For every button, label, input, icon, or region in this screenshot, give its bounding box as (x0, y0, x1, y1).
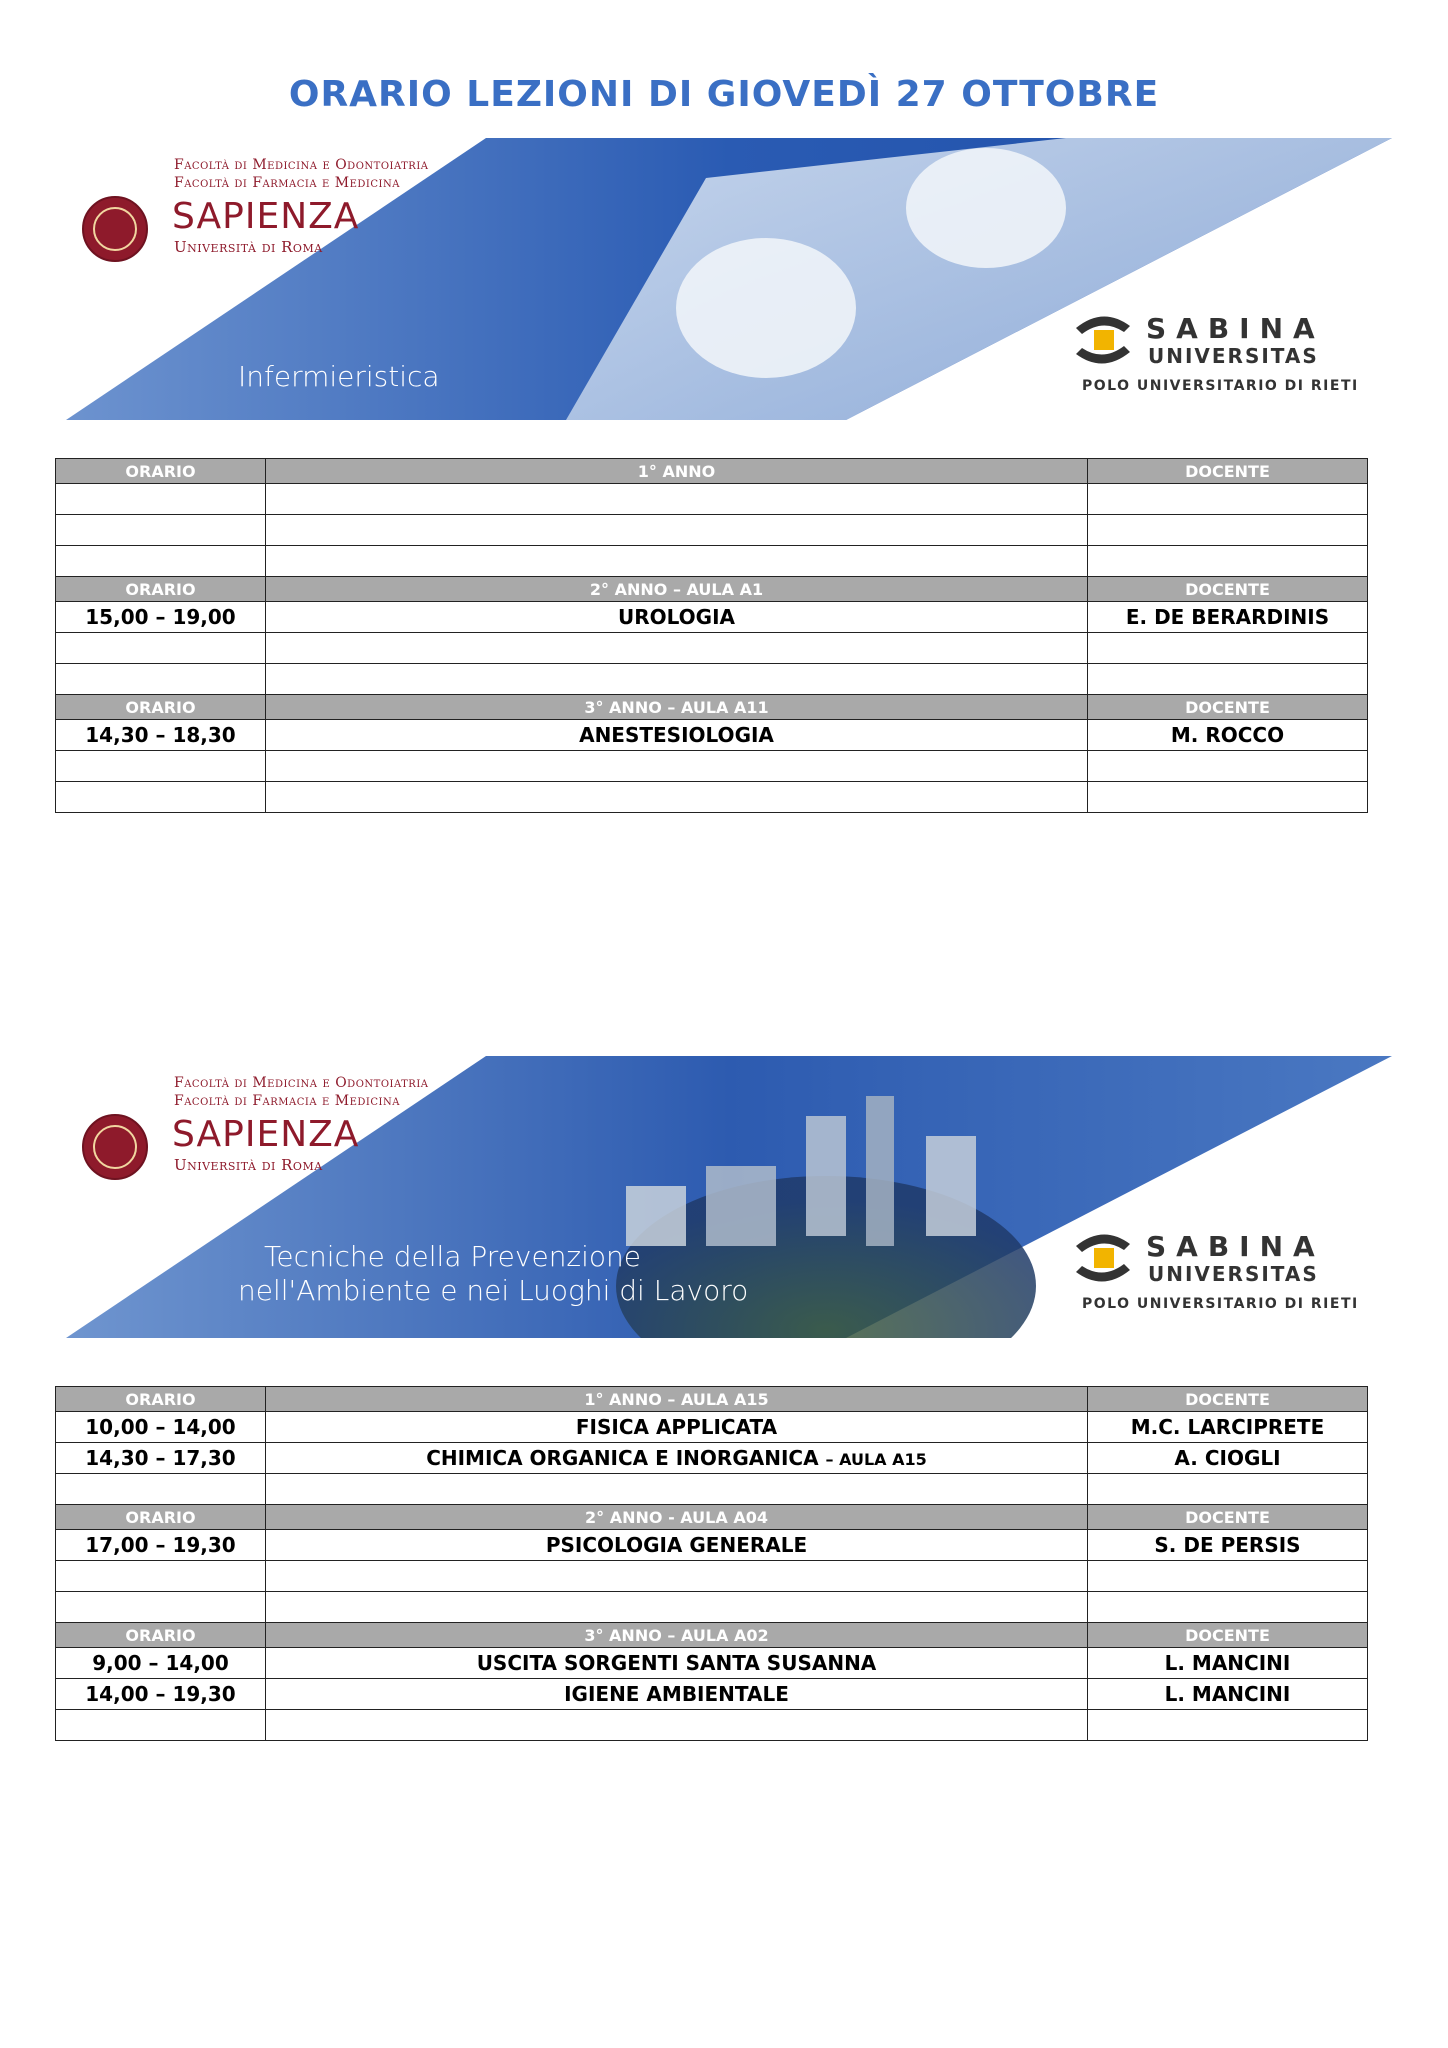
table-header-row (56, 1623, 1368, 1648)
program-name (238, 1240, 748, 1308)
header-cell: ORARIO (56, 695, 266, 720)
header-cell: ORARIO (56, 1387, 266, 1412)
faculty-names (174, 1074, 429, 1110)
sabina-book-icon (1068, 310, 1138, 370)
teacher-cell: L. MANCINI (1088, 1648, 1368, 1679)
table-header-row (56, 695, 1368, 720)
banner-infermieristica (66, 138, 1392, 420)
time-cell (56, 1561, 266, 1592)
table-row (56, 1530, 1368, 1561)
teacher-cell: E. DE BERARDINIS (1088, 602, 1368, 633)
faculty-line-2: Facoltà di Farmacia e Medicina (174, 175, 400, 191)
course-cell: IGIENE AMBIENTALE (266, 1679, 1088, 1710)
header-cell: DOCENTE (1088, 695, 1368, 720)
polo-word: POLO UNIVERSITARIO DI RIETI (1082, 1296, 1359, 1312)
time-cell: 14,30 – 17,30 (56, 1443, 266, 1474)
time-cell (56, 515, 266, 546)
time-cell (56, 633, 266, 664)
header-cell: DOCENTE (1088, 577, 1368, 602)
banner-tecniche-prevenzione (66, 1056, 1392, 1338)
table-row (56, 602, 1368, 633)
course-cell (266, 1710, 1088, 1741)
university-name: Università di Roma (174, 238, 323, 256)
teacher-cell (1088, 1592, 1368, 1623)
time-cell (56, 751, 266, 782)
sabina-logo (1068, 1228, 1368, 1318)
course-cell (266, 751, 1088, 782)
table-row (56, 751, 1368, 782)
table-row (56, 1443, 1368, 1474)
table-row (56, 633, 1368, 664)
table-header-row (56, 1387, 1368, 1412)
course-cell (266, 782, 1088, 813)
header-cell: 3° ANNO – AULA A11 (266, 695, 1088, 720)
course-name: CHIMICA ORGANICA E INORGANICA (426, 1446, 819, 1470)
sapienza-seal-icon (82, 1114, 148, 1180)
sapienza-logo-text: SAPIENZA (172, 1114, 360, 1155)
teacher-cell (1088, 633, 1368, 664)
program-line: nell'Ambiente e nei Luoghi di Lavoro (238, 1274, 749, 1307)
course-cell (266, 546, 1088, 577)
header-cell: ORARIO (56, 459, 266, 484)
header-cell: 2° ANNO – AULA A1 (266, 577, 1088, 602)
time-cell (56, 484, 266, 515)
time-cell (56, 664, 266, 695)
header-cell: 2° ANNO - AULA A04 (266, 1505, 1088, 1530)
time-cell (56, 546, 266, 577)
header-cell: DOCENTE (1088, 1387, 1368, 1412)
teacher-cell (1088, 1710, 1368, 1741)
time-cell: 17,00 – 19,30 (56, 1530, 266, 1561)
table-row (56, 1561, 1368, 1592)
teacher-cell (1088, 546, 1368, 577)
table-header-row (56, 577, 1368, 602)
room-note: – AULA A15 (825, 1450, 927, 1469)
course-cell (266, 1561, 1088, 1592)
time-cell: 10,00 – 14,00 (56, 1412, 266, 1443)
sabina-word: SABINA (1146, 312, 1325, 345)
teacher-cell: A. CIOGLI (1088, 1443, 1368, 1474)
header-cell: ORARIO (56, 1623, 266, 1648)
header-cell: 1° ANNO (266, 459, 1088, 484)
course-cell: USCITA SORGENTI SANTA SUSANNA (266, 1648, 1088, 1679)
time-cell (56, 1592, 266, 1623)
course-cell: UROLOGIA (266, 602, 1088, 633)
sabina-book-icon (1068, 1228, 1138, 1288)
teacher-cell (1088, 1561, 1368, 1592)
table-header-row (56, 1505, 1368, 1530)
table-header-row (56, 459, 1368, 484)
time-cell (56, 1710, 266, 1741)
table-row (56, 720, 1368, 751)
course-cell (266, 633, 1088, 664)
program-line: Tecniche della Prevenzione (264, 1240, 642, 1273)
polo-word: POLO UNIVERSITARIO DI RIETI (1082, 378, 1359, 394)
program-name (238, 360, 440, 394)
table-row (56, 1710, 1368, 1741)
course-cell (266, 515, 1088, 546)
faculty-names (174, 156, 429, 192)
time-cell: 14,30 – 18,30 (56, 720, 266, 751)
faculty-line-1: Facoltà di Medicina e Odontoiatria (174, 157, 429, 173)
course-cell: FISICA APPLICATA (266, 1412, 1088, 1443)
course-cell: ANESTESIOLOGIA (266, 720, 1088, 751)
universitas-word: UNIVERSITAS (1148, 1262, 1319, 1286)
teacher-cell: L. MANCINI (1088, 1679, 1368, 1710)
header-cell: ORARIO (56, 577, 266, 602)
time-cell (56, 782, 266, 813)
sapienza-seal-icon (82, 196, 148, 262)
table-row (56, 484, 1368, 515)
table-row (56, 1648, 1368, 1679)
teacher-cell: M.C. LARCIPRETE (1088, 1412, 1368, 1443)
course-cell (266, 1592, 1088, 1623)
teacher-cell (1088, 751, 1368, 782)
header-cell: 1° ANNO – AULA A15 (266, 1387, 1088, 1412)
time-cell: 15,00 – 19,00 (56, 602, 266, 633)
table-row (56, 1679, 1368, 1710)
time-cell: 9,00 – 14,00 (56, 1648, 266, 1679)
teacher-cell (1088, 664, 1368, 695)
table-row (56, 1412, 1368, 1443)
table-row (56, 515, 1368, 546)
course-cell (266, 664, 1088, 695)
time-cell (56, 1474, 266, 1505)
teacher-cell (1088, 484, 1368, 515)
page-title: ORARIO LEZIONI DI GIOVEDÌ 27 OTTOBRE (288, 74, 1160, 115)
schedule-table-infermieristica (55, 458, 1368, 813)
sapienza-logo-text: SAPIENZA (172, 196, 360, 237)
header-cell: DOCENTE (1088, 459, 1368, 484)
program-line: Infermieristica (238, 360, 440, 393)
table-row (56, 546, 1368, 577)
sabina-word: SABINA (1146, 1230, 1325, 1263)
course-cell (266, 1474, 1088, 1505)
teacher-cell (1088, 1474, 1368, 1505)
course-cell (266, 484, 1088, 515)
schedule-table-prevenzione (55, 1386, 1368, 1741)
course-cell (266, 1443, 1088, 1474)
header-cell: DOCENTE (1088, 1623, 1368, 1648)
header-cell: 3° ANNO – AULA A02 (266, 1623, 1088, 1648)
time-cell: 14,00 – 19,30 (56, 1679, 266, 1710)
table-row (56, 1474, 1368, 1505)
faculty-line-2: Facoltà di Farmacia e Medicina (174, 1093, 400, 1109)
universitas-word: UNIVERSITAS (1148, 344, 1319, 368)
header-cell: ORARIO (56, 1505, 266, 1530)
university-name: Università di Roma (174, 1156, 323, 1174)
faculty-line-1: Facoltà di Medicina e Odontoiatria (174, 1075, 429, 1091)
table-row (56, 1592, 1368, 1623)
header-cell: DOCENTE (1088, 1505, 1368, 1530)
table-row (56, 782, 1368, 813)
course-cell: PSICOLOGIA GENERALE (266, 1530, 1088, 1561)
teacher-cell: S. DE PERSIS (1088, 1530, 1368, 1561)
sabina-logo (1068, 310, 1368, 400)
table-row (56, 664, 1368, 695)
teacher-cell (1088, 782, 1368, 813)
teacher-cell: M. ROCCO (1088, 720, 1368, 751)
teacher-cell (1088, 515, 1368, 546)
